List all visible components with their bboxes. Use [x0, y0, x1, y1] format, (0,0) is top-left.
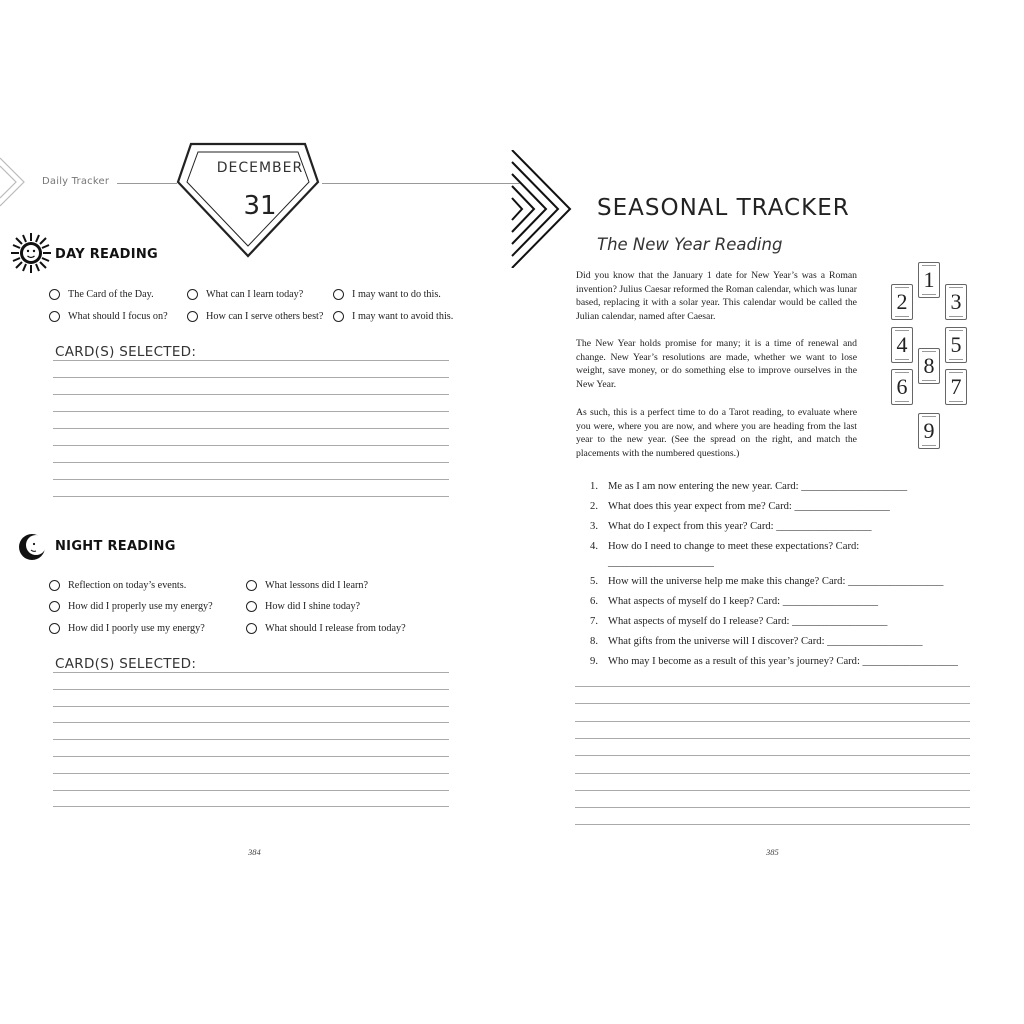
night-cards-selected-label: CARD(S) SELECTED: [55, 656, 197, 672]
question-number: 3. [590, 521, 598, 532]
radio-circle[interactable] [333, 311, 344, 322]
writing-line[interactable] [53, 445, 449, 446]
date-month: DECEMBER [216, 160, 304, 176]
question-8[interactable]: What gifts from the universe will I discover? Card: __________________ [608, 636, 923, 647]
question-5[interactable]: How will the universe help me make this change? Card: __________________ [608, 576, 944, 587]
writing-line[interactable] [53, 377, 449, 378]
day-option-want-to-avoid[interactable]: I may want to avoid this. [333, 311, 453, 322]
night-option-poorly-used[interactable]: How did I poorly use my energy? [49, 623, 205, 634]
page-number-left: 384 [248, 847, 261, 857]
intro-paragraph-1: Did you know that the January 1 date for New Year’s was a Roman invention? Julius Caesar reformed the Roman calendar, which was lunar based, replacing it with a solar year. This calendar would be called the Julian calendar, named after Caesar. [576, 270, 857, 323]
sun-icon [10, 232, 52, 274]
writing-line[interactable] [53, 689, 449, 690]
writing-line[interactable] [575, 755, 970, 756]
radio-circle[interactable] [246, 623, 257, 634]
writing-line[interactable] [53, 360, 449, 361]
writing-line[interactable] [53, 722, 449, 723]
writing-line[interactable] [53, 462, 449, 463]
radio-circle[interactable] [187, 289, 198, 300]
writing-line[interactable] [53, 756, 449, 757]
writing-line[interactable] [53, 411, 449, 412]
writing-line[interactable] [575, 790, 970, 791]
day-option-learn-today[interactable]: What can I learn today? [187, 289, 303, 300]
writing-line[interactable] [53, 394, 449, 395]
question-1[interactable]: Me as I am now entering the new year. Card: ____________________ [608, 481, 908, 492]
question-3[interactable]: What do I expect from this year? Card: __________________ [608, 521, 872, 532]
night-reading-title: NIGHT READING [55, 539, 176, 554]
question-6[interactable]: What aspects of myself do I keep? Card: __________________ [608, 596, 879, 607]
writing-line[interactable] [575, 824, 970, 825]
spread-card-6: 6 [891, 369, 913, 405]
header-divider-center [504, 183, 520, 184]
spread-card-7: 7 [945, 369, 967, 405]
day-reading-title: DAY READING [55, 247, 158, 262]
writing-line[interactable] [53, 739, 449, 740]
question-4[interactable]: How do I need to change to meet these expectations? Card: [608, 541, 860, 552]
left-chevron-ornament [0, 152, 30, 212]
night-option-shine[interactable]: How did I shine today? [246, 601, 360, 612]
question-number: 9. [590, 656, 598, 667]
radio-circle[interactable] [333, 289, 344, 300]
daily-tracker-label: Daily Tracker [42, 176, 110, 187]
question-number: 7. [590, 616, 598, 627]
writing-line[interactable] [575, 773, 970, 774]
day-option-serve-others[interactable]: How can I serve others best? [187, 311, 323, 322]
right-chevron-ornament [510, 150, 574, 268]
night-option-reflection[interactable]: Reflection on today’s events. [49, 580, 186, 591]
page-number-right: 385 [766, 847, 779, 857]
writing-line[interactable] [53, 773, 449, 774]
spread-card-4: 4 [891, 327, 913, 363]
spread-card-5: 5 [945, 327, 967, 363]
radio-circle[interactable] [246, 601, 257, 612]
spread-card-2: 2 [891, 284, 913, 320]
radio-circle[interactable] [49, 289, 60, 300]
question-9[interactable]: Who may I become as a result of this year’s journey? Card: __________________ [608, 656, 958, 667]
day-cards-selected-label: CARD(S) SELECTED: [55, 344, 197, 360]
date-day-number: 31 [243, 191, 277, 221]
spread-card-8: 8 [918, 348, 940, 384]
writing-line[interactable] [53, 496, 449, 497]
writing-line[interactable] [53, 672, 449, 673]
radio-circle[interactable] [49, 580, 60, 591]
spread-card-3: 3 [945, 284, 967, 320]
intro-paragraph-2: The New Year holds promise for many; it is a time of renewal and change. New Year’s resolutions are made, whether we want to lose weight, save money, or do something else to improve ourselves in the New Year. [576, 338, 857, 391]
writing-line[interactable] [53, 706, 449, 707]
day-option-focus-on[interactable]: What should I focus on? [49, 311, 168, 322]
writing-line[interactable] [53, 790, 449, 791]
day-option-want-to-do[interactable]: I may want to do this. [333, 289, 441, 300]
night-option-properly-used[interactable]: How did I properly use my energy? [49, 601, 213, 612]
spread-card-1: 1 [918, 262, 940, 298]
question-number: 1. [590, 481, 598, 492]
radio-circle[interactable] [49, 311, 60, 322]
writing-line[interactable] [53, 479, 449, 480]
radio-circle[interactable] [49, 623, 60, 634]
intro-paragraph-3: As such, this is a perfect time to do a Tarot reading, to evaluate where you were, where you are now, and where you are heading from the last year to the new year. (See the spread on the right, and match the placements with the numbered questions.) [576, 407, 857, 460]
night-option-release[interactable]: What should I release from today? [246, 623, 406, 634]
new-year-reading-subtitle: The New Year Reading [597, 235, 783, 254]
question-number: 5. [590, 576, 598, 587]
writing-line[interactable] [575, 686, 970, 687]
radio-circle[interactable] [49, 601, 60, 612]
question-number: 6. [590, 596, 598, 607]
writing-line[interactable] [53, 428, 449, 429]
writing-line[interactable] [575, 807, 970, 808]
question-number: 2. [590, 501, 598, 512]
writing-line[interactable] [53, 806, 449, 807]
radio-circle[interactable] [246, 580, 257, 591]
question-number: 8. [590, 636, 598, 647]
moon-icon [18, 533, 46, 561]
question-2[interactable]: What does this year expect from me? Card: __________________ [608, 501, 890, 512]
header-divider-right [322, 183, 504, 184]
question-7[interactable]: What aspects of myself do I release? Card: __________________ [608, 616, 888, 627]
writing-line[interactable] [575, 721, 970, 722]
header-divider-left [117, 183, 177, 184]
day-option-card-of-day[interactable]: The Card of the Day. [49, 289, 154, 300]
writing-line[interactable] [575, 703, 970, 704]
writing-line[interactable] [575, 738, 970, 739]
question-number: 4. [590, 541, 598, 552]
seasonal-tracker-title: SEASONAL TRACKER [597, 195, 850, 221]
question-4-answer-line[interactable]: ____________________ [608, 557, 714, 568]
night-option-lessons[interactable]: What lessons did I learn? [246, 580, 368, 591]
spread-card-9: 9 [918, 413, 940, 449]
radio-circle[interactable] [187, 311, 198, 322]
